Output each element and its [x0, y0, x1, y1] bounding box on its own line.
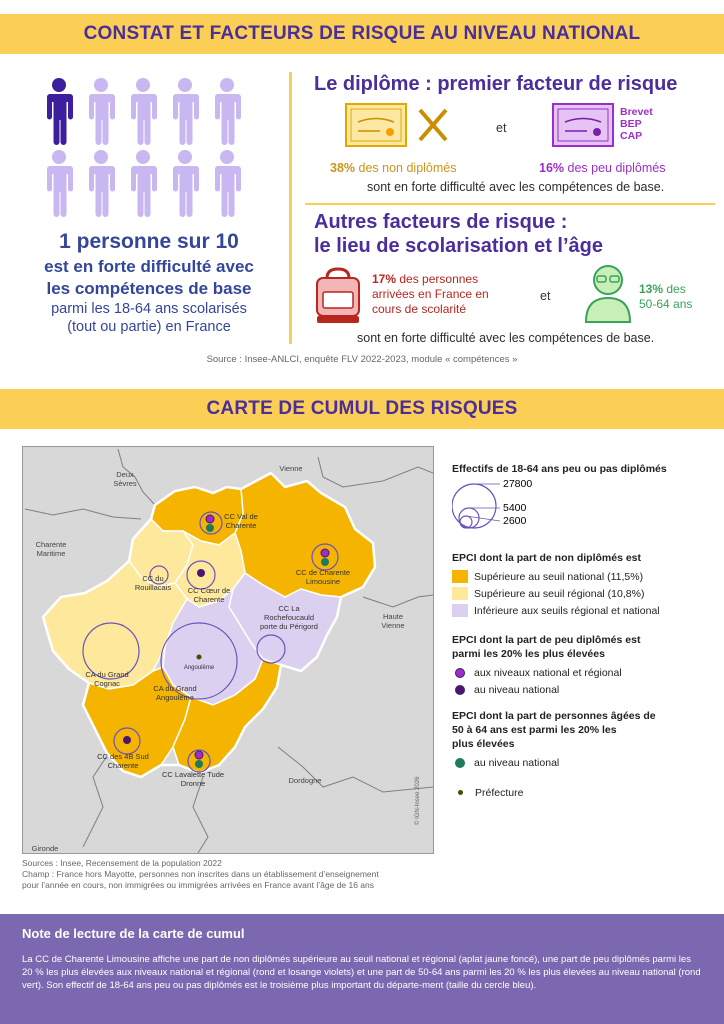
header-band-national: [0, 14, 724, 54]
label-la-rochefoucauld: CC La: [278, 604, 300, 613]
marker-green: [206, 524, 214, 532]
legend-effectifs: [452, 462, 712, 476]
no-diploma-icon: [344, 102, 452, 150]
label-la-rochefoucauld: porte du Périgord: [260, 622, 318, 631]
header-band-map: [0, 389, 724, 429]
person-icon: [173, 150, 199, 217]
label-vienne: Vienne: [279, 464, 303, 473]
marker-violet: [195, 751, 203, 759]
circle-value: 5400: [503, 502, 527, 514]
legend-age-title: 50 à 64 ans est parmi les 20% les: [452, 724, 617, 736]
label-charente-limousine: CC de Charente: [295, 568, 351, 577]
legend-effectifs-title: Effectifs de 18-64 ans peu ou pas diplômés: [452, 463, 667, 475]
legend-label: Supérieure au seuil national (11,5%): [474, 570, 644, 583]
green-dot-icon: [455, 758, 465, 768]
map-svg: [23, 447, 434, 854]
prefecture-marker: [197, 655, 202, 660]
label-lavalette: Dronne: [180, 779, 206, 788]
dark-purple-dot-icon: [455, 685, 465, 695]
low-diploma-caption: [539, 161, 665, 175]
no-diploma-caption: [330, 161, 456, 175]
label-charente-maritime: Charente: [35, 540, 67, 549]
people-grid: [44, 70, 254, 220]
header-national-title: CONSTAT ET FACTEURS DE RISQUE AU NIVEAU NATIONAL: [83, 23, 641, 44]
legend-peu-title: EPCI dont la part de peu diplômés est: [452, 634, 641, 646]
legend-label: aux niveaux national et régional: [474, 666, 622, 679]
stat-line: est en forte difficulté avec: [44, 257, 254, 276]
legend-label: Inférieure aux seuils régional et national: [474, 604, 660, 617]
senior-person-icon: [580, 260, 636, 326]
label-lavalette: CC Lavalette Tude: [161, 770, 225, 779]
legend-item: [452, 681, 712, 698]
key-stat: [18, 228, 280, 336]
no-diploma-text: des non diplômés: [355, 161, 457, 175]
other-conclusion: sont en forte difficulté avec les compétences de base.: [357, 331, 655, 345]
marker-green: [195, 760, 203, 768]
label-rouillacais: Rouillacais: [134, 583, 172, 592]
person-icon: [89, 150, 115, 217]
legend-label: au niveau national: [474, 683, 560, 696]
legend-label: au niveau national: [474, 756, 560, 769]
circle-value: 27800: [503, 478, 533, 490]
label-haute-vienne: Haute: [382, 612, 404, 621]
legend-item: [452, 568, 712, 585]
and-text: et: [496, 121, 507, 135]
stat-detail: (tout ou partie) en France: [67, 319, 231, 335]
person-icon: [47, 150, 73, 217]
legend-epci-fill: [452, 551, 712, 619]
badge-brevet: Brevet: [620, 106, 653, 118]
legend-item: [452, 784, 712, 801]
other-factors-title: [314, 210, 603, 258]
label-4b-sud: CC des 4B Sud: [97, 752, 149, 761]
circle-value: 2600: [503, 515, 527, 527]
person-icon: [131, 78, 157, 145]
school-bag-icon: [311, 266, 365, 326]
school-text: arrivées en France en: [372, 287, 489, 301]
divider-vertical: [289, 72, 292, 344]
label-val-de-charente: Charente: [225, 521, 257, 530]
legend-age-title: plus élevées: [452, 738, 515, 750]
age-caption: [639, 282, 692, 312]
person-icons: [44, 70, 254, 220]
map-sources: Sources : Insee, Recensement de la population 2022: [22, 858, 222, 868]
source-note: Source : Insee-ANLCI, enquête FLV 2022-2023, module « compétences »: [206, 354, 518, 365]
legend-peu-diplomes: [452, 633, 712, 698]
legend-peu-title: parmi les 20% les plus élevées: [452, 648, 605, 660]
and-text: et: [540, 289, 551, 303]
legend-age: [452, 709, 712, 771]
marker-dark-purple: [123, 736, 131, 744]
header-map-title: CARTE DE CUMUL DES RISQUES: [206, 398, 518, 419]
diploma-badges: [620, 106, 653, 142]
school-caption: [372, 272, 489, 317]
risk-map: [22, 446, 434, 854]
label-rouillacais: CC du: [142, 574, 164, 583]
label-grand-cognac: CA du Grand: [85, 670, 129, 679]
no-diploma-pct: 38%: [330, 161, 356, 175]
school-text: cours de scolarité: [372, 302, 467, 316]
label-charente-limousine: Limousine: [305, 577, 341, 586]
badge-cap: CAP: [620, 130, 643, 142]
legend-age-title: EPCI dont la part de personnes âgées de: [452, 710, 656, 722]
label-val-de-charente: CC Val de: [224, 512, 258, 521]
school-text: des personnes: [396, 272, 479, 286]
person-icon: [215, 150, 241, 217]
swatch-dark-yellow: [452, 570, 468, 583]
swatch-light-yellow: [452, 587, 468, 600]
legend-epci-title: EPCI dont la part de non diplômés est: [452, 552, 642, 564]
person-icon: [131, 150, 157, 217]
legend-item: [452, 664, 712, 681]
legend-circle-values: [503, 478, 532, 528]
violet-dot-icon: [455, 668, 465, 678]
age-text: des: [663, 282, 686, 296]
map-copyright: © IGN-Insee 2026: [415, 776, 421, 825]
person-icon: [173, 78, 199, 145]
stat-headline: 1 personne sur 10: [59, 230, 239, 253]
prefecture-dot-icon: [458, 790, 463, 795]
swatch-lavender: [452, 604, 468, 617]
label-dordogne: Dordogne: [288, 776, 322, 785]
label-grand-angouleme: CA du Grand: [153, 684, 197, 693]
label-haute-vienne: Vienne: [381, 621, 405, 630]
diploma-title: Le diplôme : premier facteur de risque: [314, 73, 678, 95]
legend-item: [452, 602, 712, 619]
label-deux-sevres: Deux: [116, 470, 134, 479]
diploma-conclusion: sont en forte difficulté avec les compétences de base.: [367, 180, 665, 194]
legend-label: Supérieure au seuil régional (10,8%): [474, 587, 645, 600]
label-grand-angouleme: Angoulême: [156, 693, 194, 702]
label-coeur-de-charente: CC Cœur de: [187, 586, 231, 595]
map-champ: Champ : France hors Mayotte, personnes non inscrites dans un établissement d’enseignement: [22, 869, 379, 879]
low-diploma-icon: [551, 102, 615, 150]
label-gironde: Gironde: [31, 844, 59, 853]
other-title-line: le lieu de scolarisation et l’âge: [314, 235, 603, 257]
label-deux-sevres: Sèvres: [113, 479, 137, 488]
badge-bep: BEP: [620, 118, 642, 130]
low-diploma-pct: 16%: [539, 161, 565, 175]
legend-prefecture: [452, 784, 712, 801]
age-pct: 13%: [639, 282, 664, 296]
school-pct: 17%: [372, 272, 397, 286]
legend-item: [452, 585, 712, 602]
label-charente-maritime: Maritime: [36, 549, 66, 558]
note-text: La CC de Charente Limousine affiche une part de non diplômés supérieure au seuil national et régional (aplat jaune foncé), une part de peu diplômés parmi les 20 % les plus élevées aux niveaux national et régional (rond et losange violets) et une part de 50-64 ans parmi les 20 % les plus élevées au niveau national (rond vert). Son effectif de 18-64 ans peu ou pas diplômés est le troisième plus important du départe-ment (taille du cercle bleu).: [22, 954, 701, 991]
stat-line: les compétences de base: [46, 279, 252, 298]
label-la-rochefoucauld: Rochefoucauld: [263, 613, 315, 622]
map-champ: pour l’année en cours, non immigrées ou immigrées arrivées en France avant l’âge de 16 ans: [22, 880, 374, 890]
note-title: Note de lecture de la carte de cumul: [22, 926, 245, 941]
person-icon-highlight: [47, 78, 73, 145]
person-icon: [215, 78, 241, 145]
age-text: 50-64 ans: [639, 297, 693, 311]
label-angouleme: Angoulême: [183, 665, 215, 671]
other-title-line: Autres facteurs de risque :: [314, 211, 568, 233]
low-diploma-text: des peu diplômés: [564, 161, 666, 175]
marker-green: [321, 558, 329, 566]
divider-horizontal: [305, 203, 715, 205]
reading-note: [0, 914, 724, 1024]
legend-item: [452, 754, 712, 771]
stat-detail: parmi les 18-64 ans scolarisés: [51, 301, 247, 317]
person-icon: [89, 78, 115, 145]
legend-label: Préfecture: [475, 786, 524, 799]
label-grand-cognac: Cognac: [94, 679, 120, 688]
label-4b-sud: Charente: [107, 761, 139, 770]
label-coeur-de-charente: Charente: [193, 595, 225, 604]
marker-violet: [206, 515, 214, 523]
marker-violet: [321, 549, 329, 557]
marker-dark-purple: [197, 569, 205, 577]
